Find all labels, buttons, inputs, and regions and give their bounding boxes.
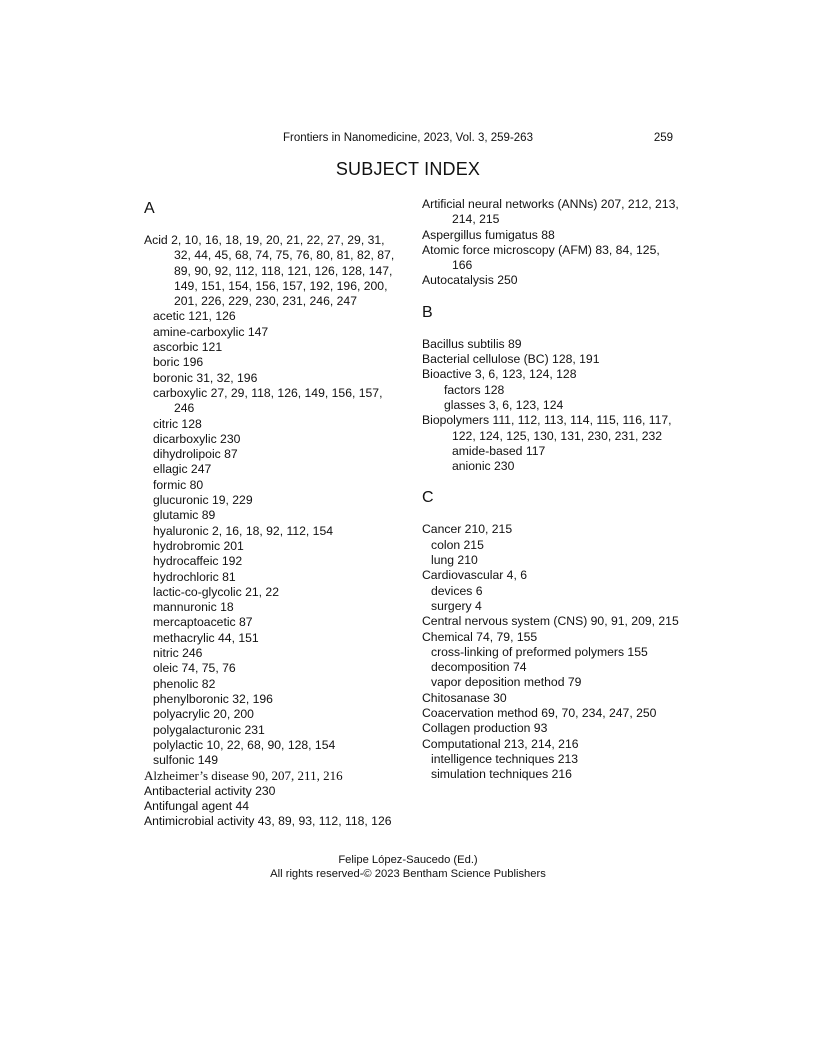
index-entry: Antibacterial activity 230 xyxy=(144,783,276,798)
index-subentry: devices 6 xyxy=(431,583,483,598)
index-entry: Antimicrobial activity 43, 89, 93, 112, 118, 126 xyxy=(144,814,392,829)
editor-credit: Felipe López-Saucedo (Ed.) xyxy=(338,854,478,866)
index-subentry: polyacrylic 20, 200 xyxy=(153,707,254,722)
index-entry: Alzheimer’s disease 90, 207, 211, 216 xyxy=(144,768,343,784)
index-subentry: mercaptoacetic 87 xyxy=(153,615,253,630)
index-subentry: ellagic 247 xyxy=(153,462,212,477)
copyright-notice: All rights reserved-© 2023 Bentham Science Publishers xyxy=(270,868,546,880)
index-subentry: sulfonic 149 xyxy=(153,753,219,768)
index-entry: Collagen production 93 xyxy=(422,721,548,736)
index-subentry: simulation techniques 216 xyxy=(431,767,572,782)
index-subentry: boronic 31, 32, 196 xyxy=(153,370,258,385)
index-entry: Atomic force microscopy (AFM) 83, 84, 125, 166 xyxy=(422,242,660,273)
index-subentry: ascorbic 121 xyxy=(153,340,223,355)
index-entry: Antifungal agent 44 xyxy=(144,798,250,813)
index-entry: Coacervation method 69, 70, 234, 247, 250 xyxy=(422,706,657,721)
index-subentry: colon 215 xyxy=(431,537,484,552)
index-subentry: amide-based 117 xyxy=(452,443,546,458)
index-subentry: phenolic 82 xyxy=(153,676,216,691)
index-subentry: glucuronic 19, 229 xyxy=(153,493,253,508)
page-number: 259 xyxy=(653,132,673,144)
page-title: SUBJECT INDEX xyxy=(335,159,481,179)
index-subentry: intelligence techniques 213 xyxy=(431,751,579,766)
index-entry: Bacterial cellulose (BC) 128, 191 xyxy=(422,352,600,367)
index-subentry: methacrylic 44, 151 xyxy=(153,630,259,645)
index-subentry: anionic 230 xyxy=(452,459,515,474)
index-subentry: dicarboxylic 230 xyxy=(153,431,241,446)
index-subentry: hydrocaffeic 192 xyxy=(153,554,243,569)
index-entry: Bacillus subtilis 89 xyxy=(422,336,522,351)
index-subentry: phenylboronic 32, 196 xyxy=(153,691,273,706)
index-entry: Cancer 210, 215 xyxy=(422,522,513,537)
index-entry: Acid 2, 10, 16, 18, 19, 20, 21, 22, 27, 29, 31, 32, 44, 45, 68, 74, 75, 76, 80, 81, 82, 87, 89, 90, 92, 112, 118, 121, 126, 128, 147, 149, 151, 154, 156, 157, 192, 196, 200, 201, 226, 229, 230, 231, 246, 247 xyxy=(144,233,395,309)
index-entry: Central nervous system (CNS) 90, 91, 209, 215 xyxy=(422,614,679,629)
index-subentry: formic 80 xyxy=(153,477,204,492)
index-subentry: polylactic 10, 22, 68, 90, 128, 154 xyxy=(153,737,336,752)
index-subentry: lung 210 xyxy=(431,553,478,568)
running-header xyxy=(0,132,816,148)
index-entry: Aspergillus fumigatus 88 xyxy=(422,227,555,242)
index-entry: Bioactive 3, 6, 123, 124, 128 xyxy=(422,367,577,382)
index-subentry: amine-carboxylic 147 xyxy=(153,324,269,339)
index-entry: Biopolymers 111, 112, 113, 114, 115, 116, 117, 122, 124, 125, 130, 131, 230, 231, 232 xyxy=(422,413,672,443)
index-subentry: hydrobromic 201 xyxy=(153,538,244,553)
index-entry: Autocatalysis 250 xyxy=(422,273,518,288)
index-entry: Chitosanase 30 xyxy=(422,690,507,705)
index-entry: Chemical 74, 79, 155 xyxy=(422,629,538,644)
index-subentry: polygalacturonic 231 xyxy=(153,722,265,737)
index-subentry: citric 128 xyxy=(153,416,202,431)
index-subentry: lactic-co-glycolic 21, 22 xyxy=(153,584,279,599)
index-subentry: carboxylic 27, 29, 118, 126, 149, 156, 157, 246 xyxy=(153,385,383,416)
page-footer xyxy=(0,853,816,881)
index-subentry: decomposition 74 xyxy=(431,660,527,675)
index-column-right xyxy=(422,197,682,783)
index-subentry: nitric 246 xyxy=(153,646,203,661)
index-subentry: surgery 4 xyxy=(431,598,482,613)
index-entry: Computational 213, 214, 216 xyxy=(422,736,579,751)
index-entry: Cardiovascular 4, 6 xyxy=(422,568,527,583)
index-column-left xyxy=(144,197,404,830)
index-subentry: oleic 74, 75, 76 xyxy=(153,661,236,676)
index-subentry: mannuronic 18 xyxy=(153,600,234,615)
index-subentry: glasses 3, 6, 123, 124 xyxy=(444,397,564,412)
index-entry: Artificial neural networks (ANNs) 207, 212, 213, 214, 215 xyxy=(422,197,679,227)
index-subentry: boric 196 xyxy=(153,355,204,370)
index-subentry: hydrochloric 81 xyxy=(153,569,236,584)
index-subentry: dihydrolipoic 87 xyxy=(153,447,238,462)
section-letter-c: C xyxy=(422,489,434,507)
index-subentry: vapor deposition method 79 xyxy=(431,675,582,690)
index-subentry: factors 128 xyxy=(444,382,505,397)
index-subentry: glutamic 89 xyxy=(153,508,216,523)
journal-citation: Frontiers in Nanomedicine, 2023, Vol. 3, 259-263 xyxy=(283,132,533,144)
index-subentry: cross-linking of preformed polymers 155 xyxy=(431,644,648,659)
index-subentry: hyaluronic 2, 16, 18, 92, 112, 154 xyxy=(153,523,334,538)
section-letter-a: A xyxy=(144,200,155,217)
section-letter-b: B xyxy=(422,303,433,321)
index-subentry: acetic 121, 126 xyxy=(153,309,236,324)
